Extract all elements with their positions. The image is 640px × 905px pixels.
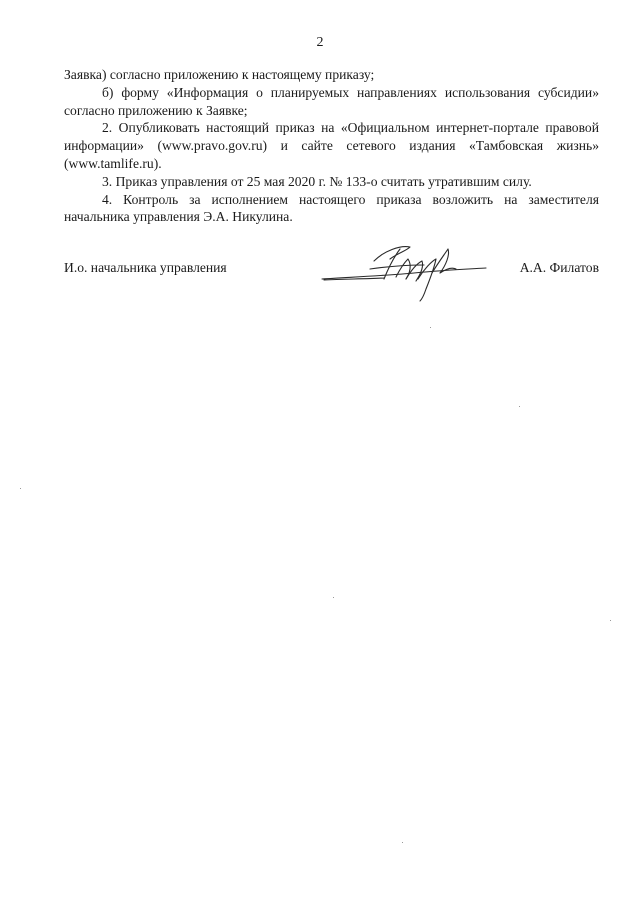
paragraph-item-b: б) форму «Информация о планируемых направлениях использования субсидии» согласно приложению к Заявке; <box>64 84 599 118</box>
signer-name: А.А. Филатов <box>519 260 599 275</box>
paragraph-item-4: 4. Контроль за исполнением настоящего приказа возложить на заместителя начальника управления Э.А. Никулина. <box>64 191 599 225</box>
scan-speck <box>402 842 403 843</box>
signature-block <box>64 259 599 299</box>
paragraph-item-3: 3. Приказ управления от 25 мая 2020 г. № 133-о считать утратившим силу. <box>102 173 532 189</box>
paragraph-continuation: Заявка) согласно приложению к настоящему приказу; <box>64 67 375 82</box>
paragraph-item-2: 2. Опубликовать настоящий приказ на «Официальном интернет-портале правовой информации» (www.pravo.gov.ru) и сайте сетевого издания «Тамбовская жизнь» (www.tamlife.ru). <box>64 120 599 171</box>
scan-speck <box>20 488 21 489</box>
signer-role: И.о. начальника управления <box>64 260 227 275</box>
handwritten-signature <box>314 239 494 303</box>
scan-speck <box>333 597 334 598</box>
scan-speck <box>610 620 611 621</box>
scan-speck <box>519 406 520 407</box>
page-number: 2 <box>316 35 324 50</box>
scan-speck <box>430 327 431 328</box>
document-body <box>64 66 599 226</box>
